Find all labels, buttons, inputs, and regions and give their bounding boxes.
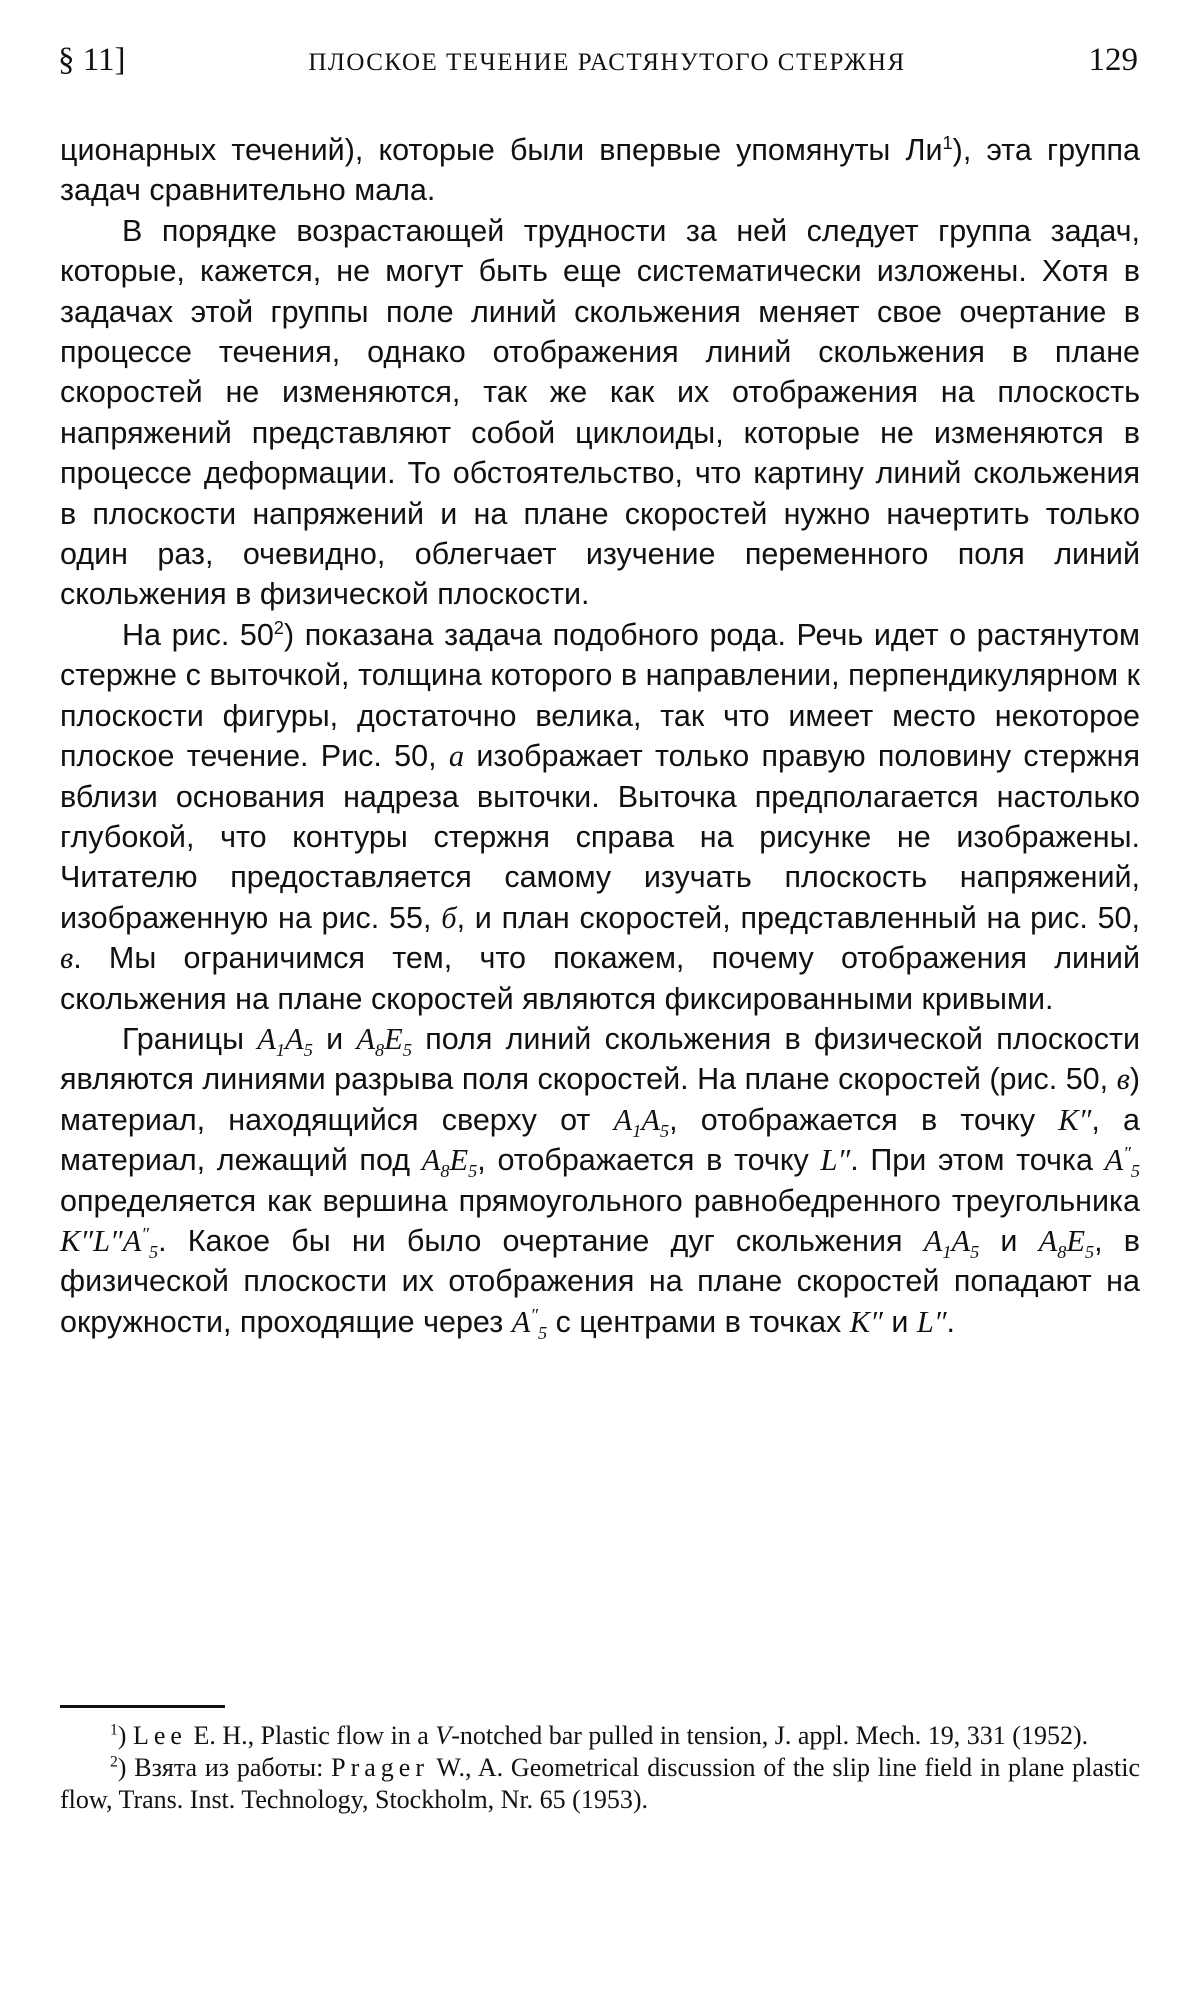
paragraph-4: Границы $A_1A_5$ и $A_8E_5$ поля линий скольжения в физической плоскости являются линиями разрыва поля скоростей. На плане скоростей (рис. 50, в) материал, находящийся сверху от $A_1A_5$, отображается в точку K″, а материал, лежащий под $A_8E_5$, отображается в точку L″. При этом точка $A''_5$ определяется как вершина прямоугольного равнобедренного треугольника $K''L''A''_5$. Какое бы ни было очертание дуг скольжения $A_1A_5$ и $A_8E_5$, в физической плоскости их отображения на плане скоростей попадают на окружности, проходящие через $A''_5$ с центрами в точках K″ и L″. (60, 1021, 1141, 1343)
body-text (60, 130, 1140, 1342)
math-A8E5: $A_8E_5$ (356, 1021, 412, 1061)
paragraph-3: На рис. $50^2$) показана задача подобного рода. Речь идет о растянутом стержне с выточкой, толщина которого в направлении, перпендикулярном к плоскости фигуры, достаточно велика, так что имеет место некоторое плоское течение. Рис. 50, а изображает только правую половину стержня вблизи основания надреза выточки. Выточка предполагается настолько глубокой, что контуры стержня справа на рисунке не изображены. Читателю предоставляется самому изучать плоскость напряжений, изображенную на рис. 55, б, и план скоростей, представленный на рис. 50, в. Мы ограничимся тем, что покажем, почему отображения линий скольжения на плане скоростей являются фиксированными кривыми. (60, 616, 1140, 1016)
page-number: 129 (1088, 42, 1138, 78)
math-A1A5: $A_1A_5$ (613, 1102, 670, 1141)
paragraph-2: В порядке возрастающей трудности за ней следует группа задач, которые, кажется, не могут быть еще систематически изложены. Хотя в задачах этой группы поле линий скольжения меняет свое очертание в процессе течения, однако отображения линий скольжения в плане скоростей не изменяются, так же как их отображения на плоскость напряжений представляют собой циклоиды, которые не изменяются в процессе деформации. То обстоятельство, что картину линий скольжения в плоскости напряжений и на плане скоростей нужно начертить только один раз, очевидно, облегчает изучение переменного поля линий скольжения в физической плоскости. (60, 213, 1140, 612)
math-A1A5: $A_1A_5$ (923, 1223, 980, 1263)
math-A8E5: $A_8E_5$ (1038, 1223, 1095, 1263)
footnote-2: $^2$) Взята из работы: Prager W., A. Geometrical discussion of the slip line field in plane plastic flow, Trans. Inst. Technology, Stockholm, Nr. 65 (1953). (60, 1753, 1140, 1814)
math-triangle: $K''L''A''_5$ (60, 1223, 159, 1263)
math-A8E5: $A_8E_5$ (421, 1143, 478, 1182)
footnote-rule (60, 1705, 225, 1708)
running-title: ПЛОСКОЕ ТЕЧЕНИЕ РАСТЯНУТОГО СТЕРЖНЯ (308, 49, 906, 76)
math-K: K″ (849, 1304, 883, 1339)
math-A1A5: $A_1A_5$ (257, 1021, 313, 1061)
footnotes (60, 1720, 1140, 1816)
paragraph-1: ционарных течений), которые были впервые упомянуты $Ли^1$), эта группа задач сравнительно мала. (60, 131, 1140, 208)
running-header (58, 42, 1138, 92)
math-L: L″ (916, 1304, 947, 1339)
math-A5pp: $A''_5$ (511, 1304, 548, 1343)
footnote-ref-1: 1 (942, 131, 953, 153)
section-marker: § 11] (58, 42, 126, 78)
math-A5pp: $A''_5$ (1104, 1143, 1141, 1182)
footnote-ref-2: 2 (273, 616, 284, 638)
footnote-1: $^1$) Lee E. H., Plastic flow in a V-notched bar pulled in tension, J. appl. Mech. 19, 331 (1952). (110, 1721, 1089, 1750)
math-K: K″ (1058, 1102, 1092, 1137)
math-L: L″ (820, 1143, 851, 1178)
